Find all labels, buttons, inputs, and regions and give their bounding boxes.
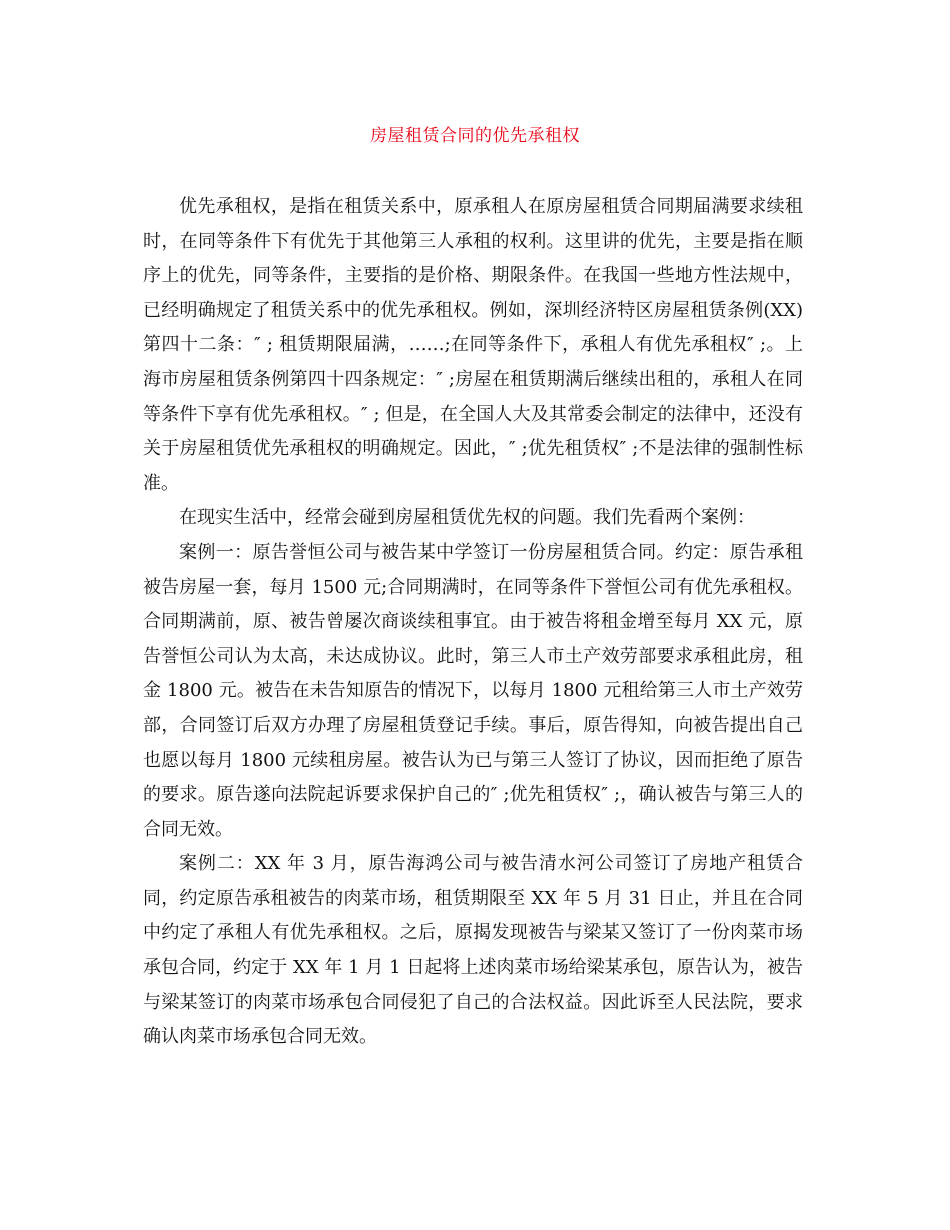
paragraph-case-one: 案例一：原告誉恒公司与被告某中学签订一份房屋租赁合同。约定：原告承租被告房屋一套，每月 1500 元;合同期满时，在同等条件下誉恒公司有优先承租权。合同期满前，原、被告曾屡次商谈续租事宜。由于被告将租金增至每月 XX 元，原告誉恒公司认为太高，未达成协议。此时，第三人市土产效劳部要求承租此房，租金 1800 元。被告在未告知原告的情况下，以每月 1800 元租给第三人市土产效劳部，合同签订后双方办理了房屋租赁登记手续。事后，原告得知，向被告提出自己也愿以每月 1800 元续租房屋。被告认为已与第三人签订了协议，因而拒绝了原告的要求。原告遂向法院起诉要求保护自己的″ ;优先租赁权″ ;，确认被告与第三人的合同无效。 <box>143 541 803 840</box>
paragraph-case-two: 案例二：XX 年 3 月，原告海鸿公司与被告清水河公司签订了房地产租赁合同，约定原告承租被告的肉菜市场，租赁期限至 XX 年 5 月 31 日止，并且在合同中约定了承租人有优先承租权。之后，原揭发现被告与梁某又签订了一份肉菜市场承包合同，约定于 XX 年 1 月 1 日起将上述肉菜市场给梁某承包，原告认为，被告与梁某签订的肉菜市场承包合同侵犯了自己的合法权益。因此诉至人民法院，要求确认肉菜市场承包合同无效。 <box>143 853 803 1048</box>
document-body <box>143 190 803 1055</box>
document-title: 房屋租赁合同的优先承租权 <box>370 126 580 146</box>
paragraph-definition: 优先承租权，是指在租赁关系中，原承租人在原房屋租赁合同期届满要求续租时，在同等条件下有优先于其他第三人承租的权利。这里讲的优先，主要是指在顺序上的优先，同等条件，主要指的是价格、期限条件。在我国一些地方性法规中，已经明确规定了租赁关系中的优先承租权。例如，深圳经济特区房屋租赁条例(XX) 第四十二条：″ ; 租赁期限届满，……;在同等条件下，承租人有优先承租权″ ;。上海市房屋租赁条例第四十四条规定：″ ;房屋在租赁期满后继续出租的，承租人在同等条件下享有优先承租权。″ ; 但是，在全国人大及其常委会制定的法律中，还没有关于房屋租赁优先承租权的明确规定。因此，″ ;优先租赁权″ ;不是法律的强制性标准。 <box>143 196 803 494</box>
paragraph-intro-cases: 在现实生活中，经常会碰到房屋租赁优先权的问题。我们先看两个案例： <box>179 507 755 529</box>
